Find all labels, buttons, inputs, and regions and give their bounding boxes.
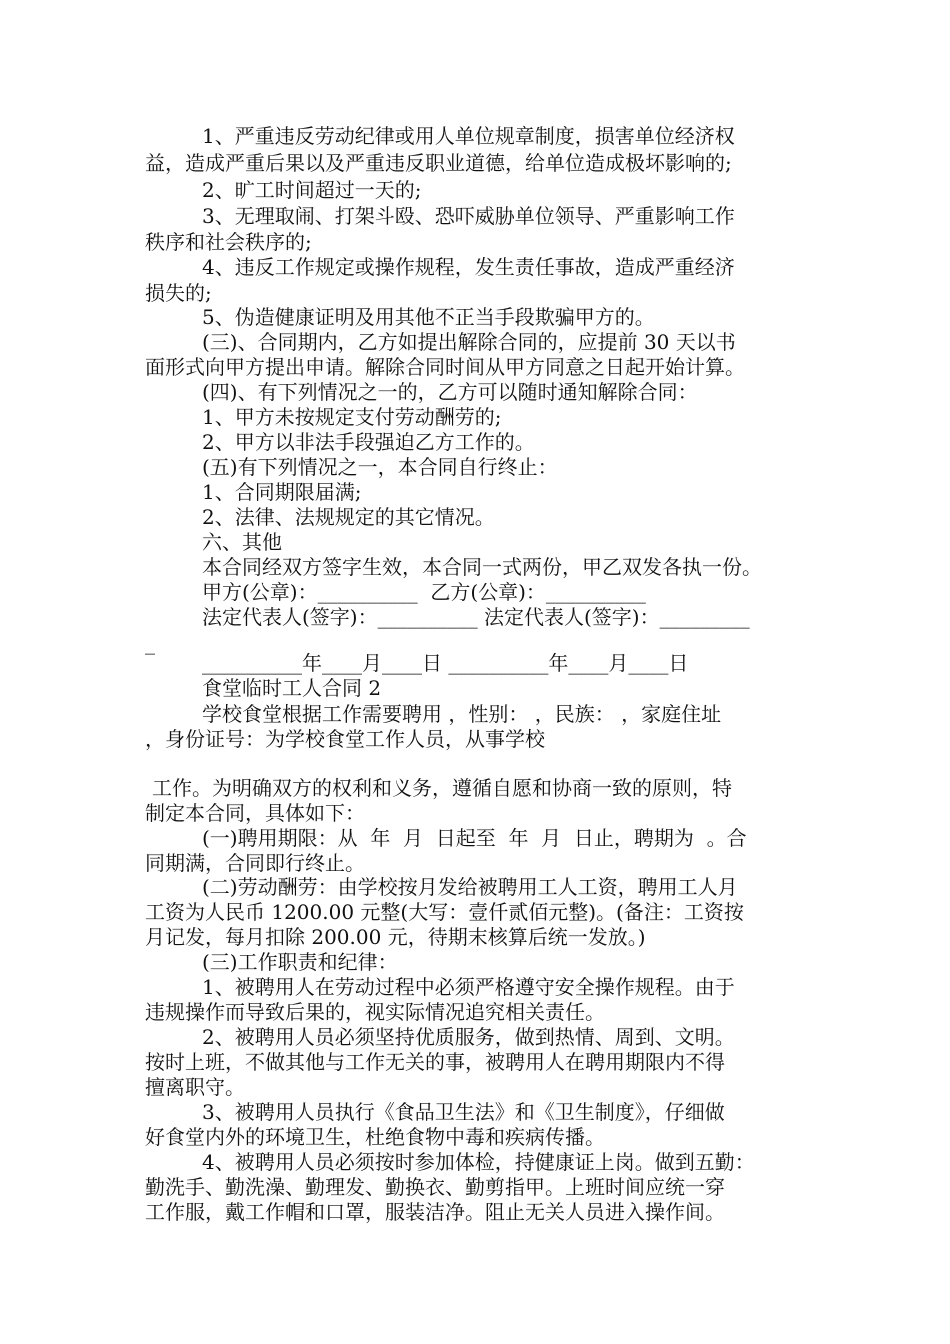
text-line: 4、违反工作规定或操作规程，发生责任事故，造成严重经济 [202, 255, 735, 279]
text-line: (五)有下列情况之一，本合同自行终止： [202, 455, 558, 479]
text-line: 秩序和社会秩序的; [145, 230, 312, 254]
text-line: 好食堂内外的环境卫生，杜绝食物中毒和疾病传播。 [145, 1125, 605, 1149]
text-line: 1、严重违反劳动纪律或用人单位规章制度，损害单位经济权 [202, 124, 735, 148]
text-line: 违规操作而导致后果的，视实际情况追究相关责任。 [145, 1000, 605, 1024]
text-line: 5、伪造健康证明及用其他不正当手段欺骗甲方的。 [202, 305, 655, 329]
text-line: 损失的; [145, 281, 212, 305]
text-line: (四)、有下列情况之一的，乙方可以随时通知解除合同： [202, 380, 698, 404]
text-line: 2、被聘用人员必须坚持优质服务，做到热情、周到、文明。 [202, 1025, 735, 1049]
text-line: 面形式向甲方提出申请。解除合同时间从甲方同意之日起开始计算。 [145, 355, 745, 379]
text-line: 4、被聘用人员必须按时参加体检，持健康证上岗。做到五勤： [202, 1150, 755, 1174]
text-line: 1、甲方未按规定支付劳动酬劳的; [202, 405, 502, 429]
signature-line-representative: 法定代表人(签字)：__________ 法定代表人(签字)：_________ [202, 605, 750, 629]
text-line: 同期满，合同即行终止。 [145, 851, 365, 875]
text-line: 工资为人民币 1200.00 元整(大写：壹仟贰佰元整)。(备注：工资按 [145, 900, 744, 924]
text-line: (二)劳动酬劳：由学校按月发给被聘用工人工资，聘用工人月 [202, 875, 738, 899]
text-line: 3、被聘用人员执行《食品卫生法》和《卫生制度》，仔细做 [202, 1100, 725, 1124]
text-line: ，身份证号：为学校食堂工作人员，从事学校 [145, 727, 545, 751]
section-title: 食堂临时工人合同 2 [202, 676, 382, 700]
text-line: 月记发，每月扣除 200.00 元，待期末核算后统一发放。) [145, 925, 646, 949]
text-line: 按时上班，不做其他与工作无关的事，被聘用人在聘用期限内不得 [145, 1050, 725, 1074]
text-line: 学校食堂根据工作需要聘用 ，性别： ，民族： ，家庭住址 [202, 702, 722, 726]
text-line: 勤洗手、勤洗澡、勤理发、勤换衣、勤剪指甲。上班时间应统一穿 [145, 1175, 725, 1199]
text-line: (三)工作职责和纪律： [202, 950, 398, 974]
text-line: 工作服，戴工作帽和口罩，服装洁净。阻止无关人员进入操作间。 [145, 1200, 725, 1224]
text-line: 1、被聘用人在劳动过程中必须严格遵守安全操作规程。由于 [202, 975, 735, 999]
signature-line-seal: 甲方(公章)：__________ 乙方(公章)：__________ [202, 580, 646, 604]
text-line: 六、其他 [202, 530, 282, 554]
text-line: (三)、合同期内，乙方如提出解除合同的，应提前 30 天以书 [202, 330, 736, 354]
text-line: 工作。为明确双方的权利和义务，遵循自愿和协商一致的原则，特 [152, 776, 732, 800]
text-line: 擅离职守。 [145, 1075, 245, 1099]
text-line: _ [145, 631, 155, 655]
text-line: 2、旷工时间超过一天的; [202, 178, 422, 202]
text-line: 本合同经双方签字生效，本合同一式两份，甲乙双发各执一份。 [202, 555, 762, 579]
text-line: 2、法律、法规规定的其它情况。 [202, 505, 495, 529]
text-line: 益，造成严重后果以及严重违反职业道德，给单位造成极坏影响的; [145, 151, 732, 175]
text-line: 1、合同期限届满; [202, 480, 362, 504]
text-line: 制定本合同，具体如下： [145, 801, 365, 825]
text-line: (一)聘用期限：从 年 月 日起至 年 月 日止，聘期为 。合 [202, 826, 747, 850]
text-line: 3、无理取闹、打架斗殴、恐吓威胁单位领导、严重影响工作 [202, 204, 735, 228]
text-line: 2、甲方以非法手段强迫乙方工作的。 [202, 430, 535, 454]
date-line: __________年____月____日 __________年____月____日 [202, 651, 689, 675]
